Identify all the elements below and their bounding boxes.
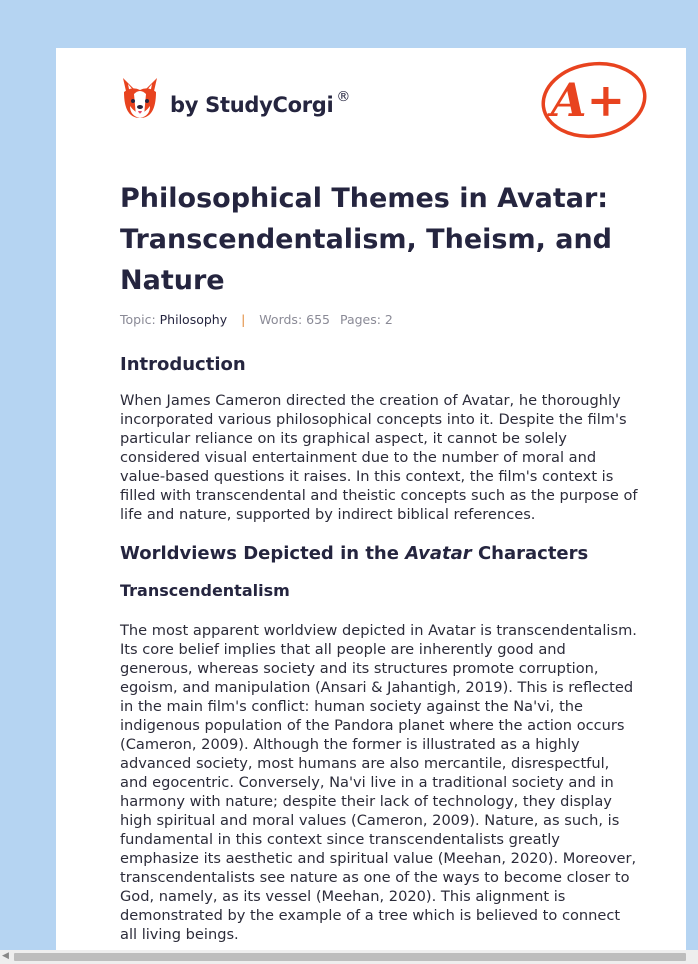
topic-label: Topic: [120, 312, 156, 327]
worldviews-heading-em: Avatar [405, 543, 472, 564]
article-meta [120, 312, 393, 327]
brand-logo[interactable] [120, 74, 350, 124]
horizontal-scrollbar[interactable] [0, 950, 698, 964]
worldviews-heading [120, 543, 588, 564]
meta-separator: | [241, 312, 246, 327]
introduction-paragraph: When James Cameron directed the creation of Avatar, he thoroughly incorporated various philosophical concepts into it. Despite the film's particular reliance on its graphical aspect, it cannot be solely considered visual entertainment due to the number of moral and value-based questions it raises. In this context, the film's context is filled with transcendental and theistic concepts such as the purpose of life and nature, supported by indirect biblical references. [120, 392, 638, 523]
grade-text: A+ [550, 73, 626, 127]
topic-link[interactable]: Philosophy [159, 312, 228, 327]
corgi-logo-icon [120, 76, 160, 122]
document-page [56, 48, 686, 950]
worldviews-heading-pre: Worldviews Depicted in the [120, 543, 406, 564]
grade-badge-icon [538, 58, 648, 140]
transcendentalism-heading: Transcendentalism [120, 581, 290, 600]
page-title: Philosophical Themes in Avatar: Transcendentalism, Theism, and Nature [120, 183, 613, 296]
scroll-thumb[interactable] [14, 953, 686, 961]
word-count: Words: 655 [259, 312, 330, 327]
registered-mark: ® [336, 88, 351, 105]
brand-name: by StudyCorgi ® [170, 88, 351, 117]
transcendentalism-paragraph: The most apparent worldview depicted in Avatar is transcendentalism. Its core belief implies that all people are inherently good and generous, whereas society and its structures promote corruption, egoism, and manipulation (Ansari & Jahantigh, 2019). This is reflected in the main film's conflict: human society against the Na'vi, the indigenous population of the Pandora planet where the action occurs (Cameron, 2009). Although the former is illustrated as a highly advanced society, most humans are also mercantile, disrespectful, and egocentric. Conversely, Na'vi live in a traditional society and in harmony with nature; despite their lack of technology, they display high spiritual and moral values (Cameron, 2009). Nature, as such, is fundamental in this context since transcendentalists greatly emphasize its aesthetic and spiritual value (Meehan, 2020). Moreover, transcendentalists see nature as one of the ways to become closer to God, namely, as its vessel (Meehan, 2020). This alignment is demonstrated by the example of a tree which is believed to connect all living beings. [120, 622, 637, 943]
worldviews-heading-post: Characters [471, 543, 589, 564]
introduction-heading: Introduction [120, 354, 246, 375]
page-count: Pages: 2 [339, 312, 393, 327]
scroll-left-icon[interactable]: ◀ [2, 951, 9, 961]
